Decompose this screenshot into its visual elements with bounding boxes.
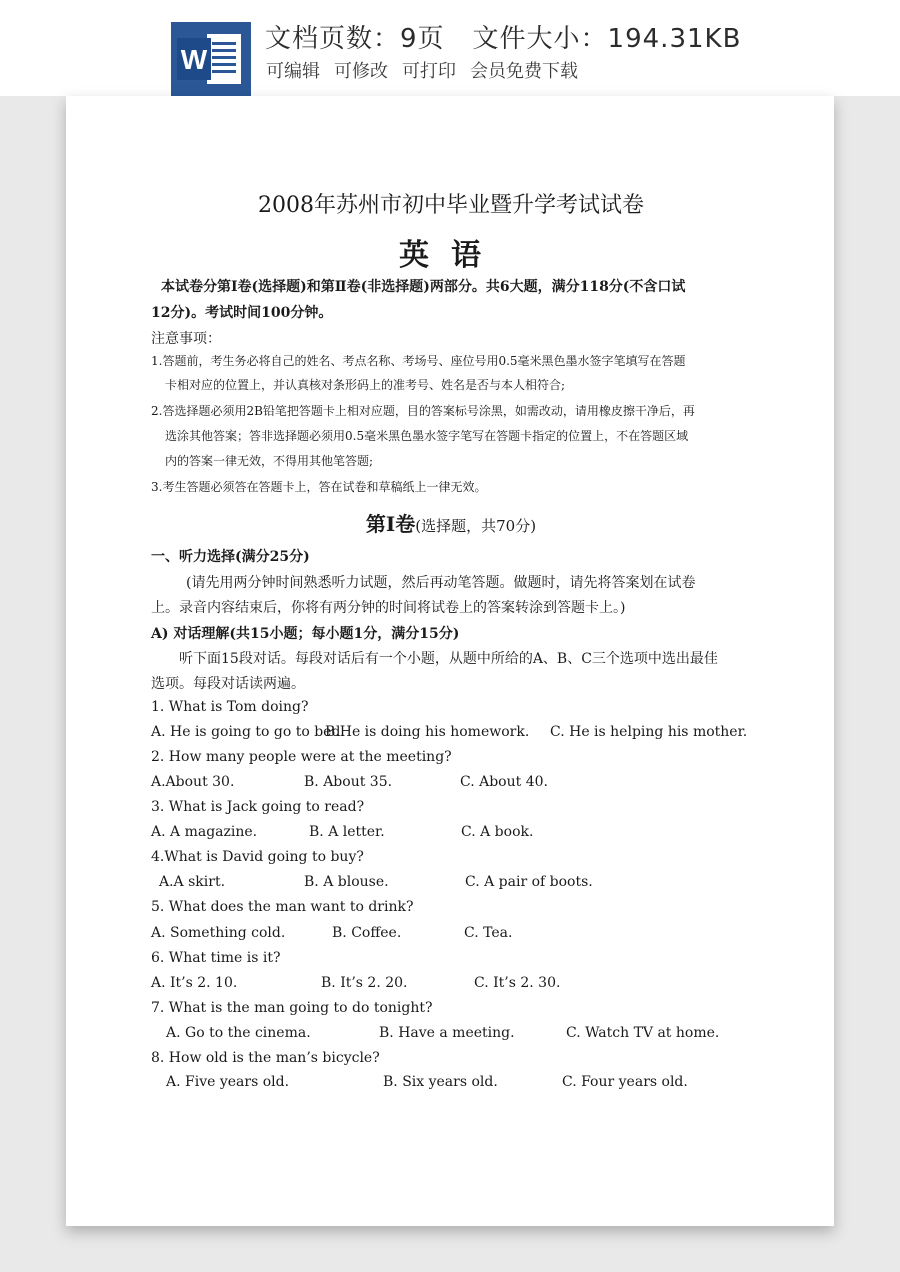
exam-subject: 英语: [399, 238, 503, 273]
option-c: C. A book.: [461, 824, 534, 840]
question-text: 6. What time is it?: [151, 950, 281, 966]
option-a: A. A magazine.: [151, 824, 258, 840]
document-page: [66, 96, 834, 1226]
question-text: 2. How many people were at the meeting?: [151, 749, 452, 765]
notice-2-line-c: 内的答案一律无效，不得用其他笔答题;: [165, 454, 374, 468]
question-text: 8. How old is the man’s bicycle?: [151, 1050, 380, 1066]
feature-editable: 可编辑: [266, 61, 320, 82]
option-c: C. He is helping his mother.: [550, 724, 748, 740]
option-b: B. A letter.: [309, 824, 385, 840]
part-1-heading: [151, 508, 751, 537]
section-a-desc-a: 听下面15段对话。每段对话后有一个小题，从题中所给的A、B、C三个选项中选出最佳: [179, 651, 718, 667]
file-size: 文件大小：194.31KB: [472, 24, 742, 54]
option-c: C. Tea.: [464, 925, 513, 941]
option-a: A. Five years old.: [166, 1074, 290, 1090]
option-c: C. Watch TV at home.: [566, 1025, 720, 1041]
option-b: B. It’s 2. 20.: [321, 975, 408, 991]
intro-line-2: 12分)。考试时间100分钟。: [151, 305, 333, 321]
option-c: C. Four years old.: [562, 1074, 688, 1090]
word-document-icon: [171, 22, 251, 96]
option-a: A. He is going to go to bed.: [151, 724, 345, 740]
question-text: 4.What is David going to buy?: [151, 849, 364, 865]
question-text: 5. What does the man want to drink?: [151, 899, 414, 915]
option-c: C. About 40.: [460, 774, 548, 790]
option-b: B. Have a meeting.: [379, 1025, 515, 1041]
download-banner: [0, 0, 900, 96]
section-1-desc-b: 上。录音内容结束后，你将有两分钟的时间将试卷上的答案转涂到答题卡上。): [151, 600, 626, 616]
section-a-desc-b: 选项。每段对话读两遍。: [151, 676, 305, 692]
option-c: C. A pair of boots.: [465, 874, 593, 890]
section-1-desc-a: (请先用两分钟时间熟悉听力试题，然后再动笔答题。做题时，请先将答案划在试卷: [186, 575, 696, 591]
option-a: A. Go to the cinema.: [166, 1025, 311, 1041]
option-b: B. About 35.: [304, 774, 393, 790]
part-1-title: 第Ⅰ卷: [365, 512, 416, 536]
option-b: B. Coffee.: [332, 925, 402, 941]
page-count: 文档页数：9页: [265, 24, 445, 54]
option-a: A. It’s 2. 10.: [151, 975, 238, 991]
feature-printable: 可打印: [402, 61, 456, 82]
option-c: C. It’s 2. 30.: [474, 975, 561, 991]
notice-2-line-b: 选涂其他答案；答非选择题必须用0.5毫米黑色墨水签字笔写在答题卡指定的位置上，不在答题区域: [165, 429, 689, 443]
notice-1-line-a: 1.答题前，考生务必将自己的姓名、考点名称、考场号、座位号用0.5毫米黑色墨水签字笔填写在答题: [151, 354, 686, 368]
question-text: 3. What is Jack going to read?: [151, 799, 365, 815]
option-b: B. Six years old.: [383, 1074, 498, 1090]
option-a: A.About 30.: [151, 774, 235, 790]
option-a: A.A skirt.: [159, 874, 226, 890]
section-1-heading: 一、听力选择(满分25分): [151, 549, 310, 565]
notice-2-line-a: 2.答选择题必须用2B铅笔把答题卡上相对应题，目的答案标号涂黑，如需改动，请用橡皮擦干净后，再: [151, 404, 695, 418]
question-text: 7. What is the man going to do tonight?: [151, 1000, 433, 1016]
feature-member-download: 会员免费下载: [470, 61, 578, 82]
option-b: B.He is doing his homework.: [325, 724, 530, 740]
exam-title: 2008年苏州市初中毕业暨升学考试试卷: [258, 193, 644, 218]
feature-modifiable: 可修改: [334, 61, 388, 82]
intro-line-1: 本试卷分第Ⅰ卷(选择题)和第Ⅱ卷(非选择题)两部分。共6大题，满分118分(不含口试: [161, 279, 686, 295]
notice-3: 3.考生答题必须答在答题卡上，答在试卷和草稿纸上一律无效。: [151, 480, 487, 494]
notice-heading: 注意事项：: [151, 331, 221, 347]
option-a: A. Something cold.: [151, 925, 286, 941]
option-b: B. A blouse.: [304, 874, 389, 890]
svg-text:W: W: [180, 44, 208, 75]
part-1-subtitle: (选择题，共70分): [415, 517, 537, 535]
question-text: 1. What is Tom doing?: [151, 699, 309, 715]
section-a-heading: A) 对话理解(共15小题；每小题1分，满分15分): [151, 626, 460, 642]
notice-1-line-b: 卡相对应的位置上，并认真核对条形码上的准考号、姓名是否与本人相符合;: [165, 378, 566, 392]
